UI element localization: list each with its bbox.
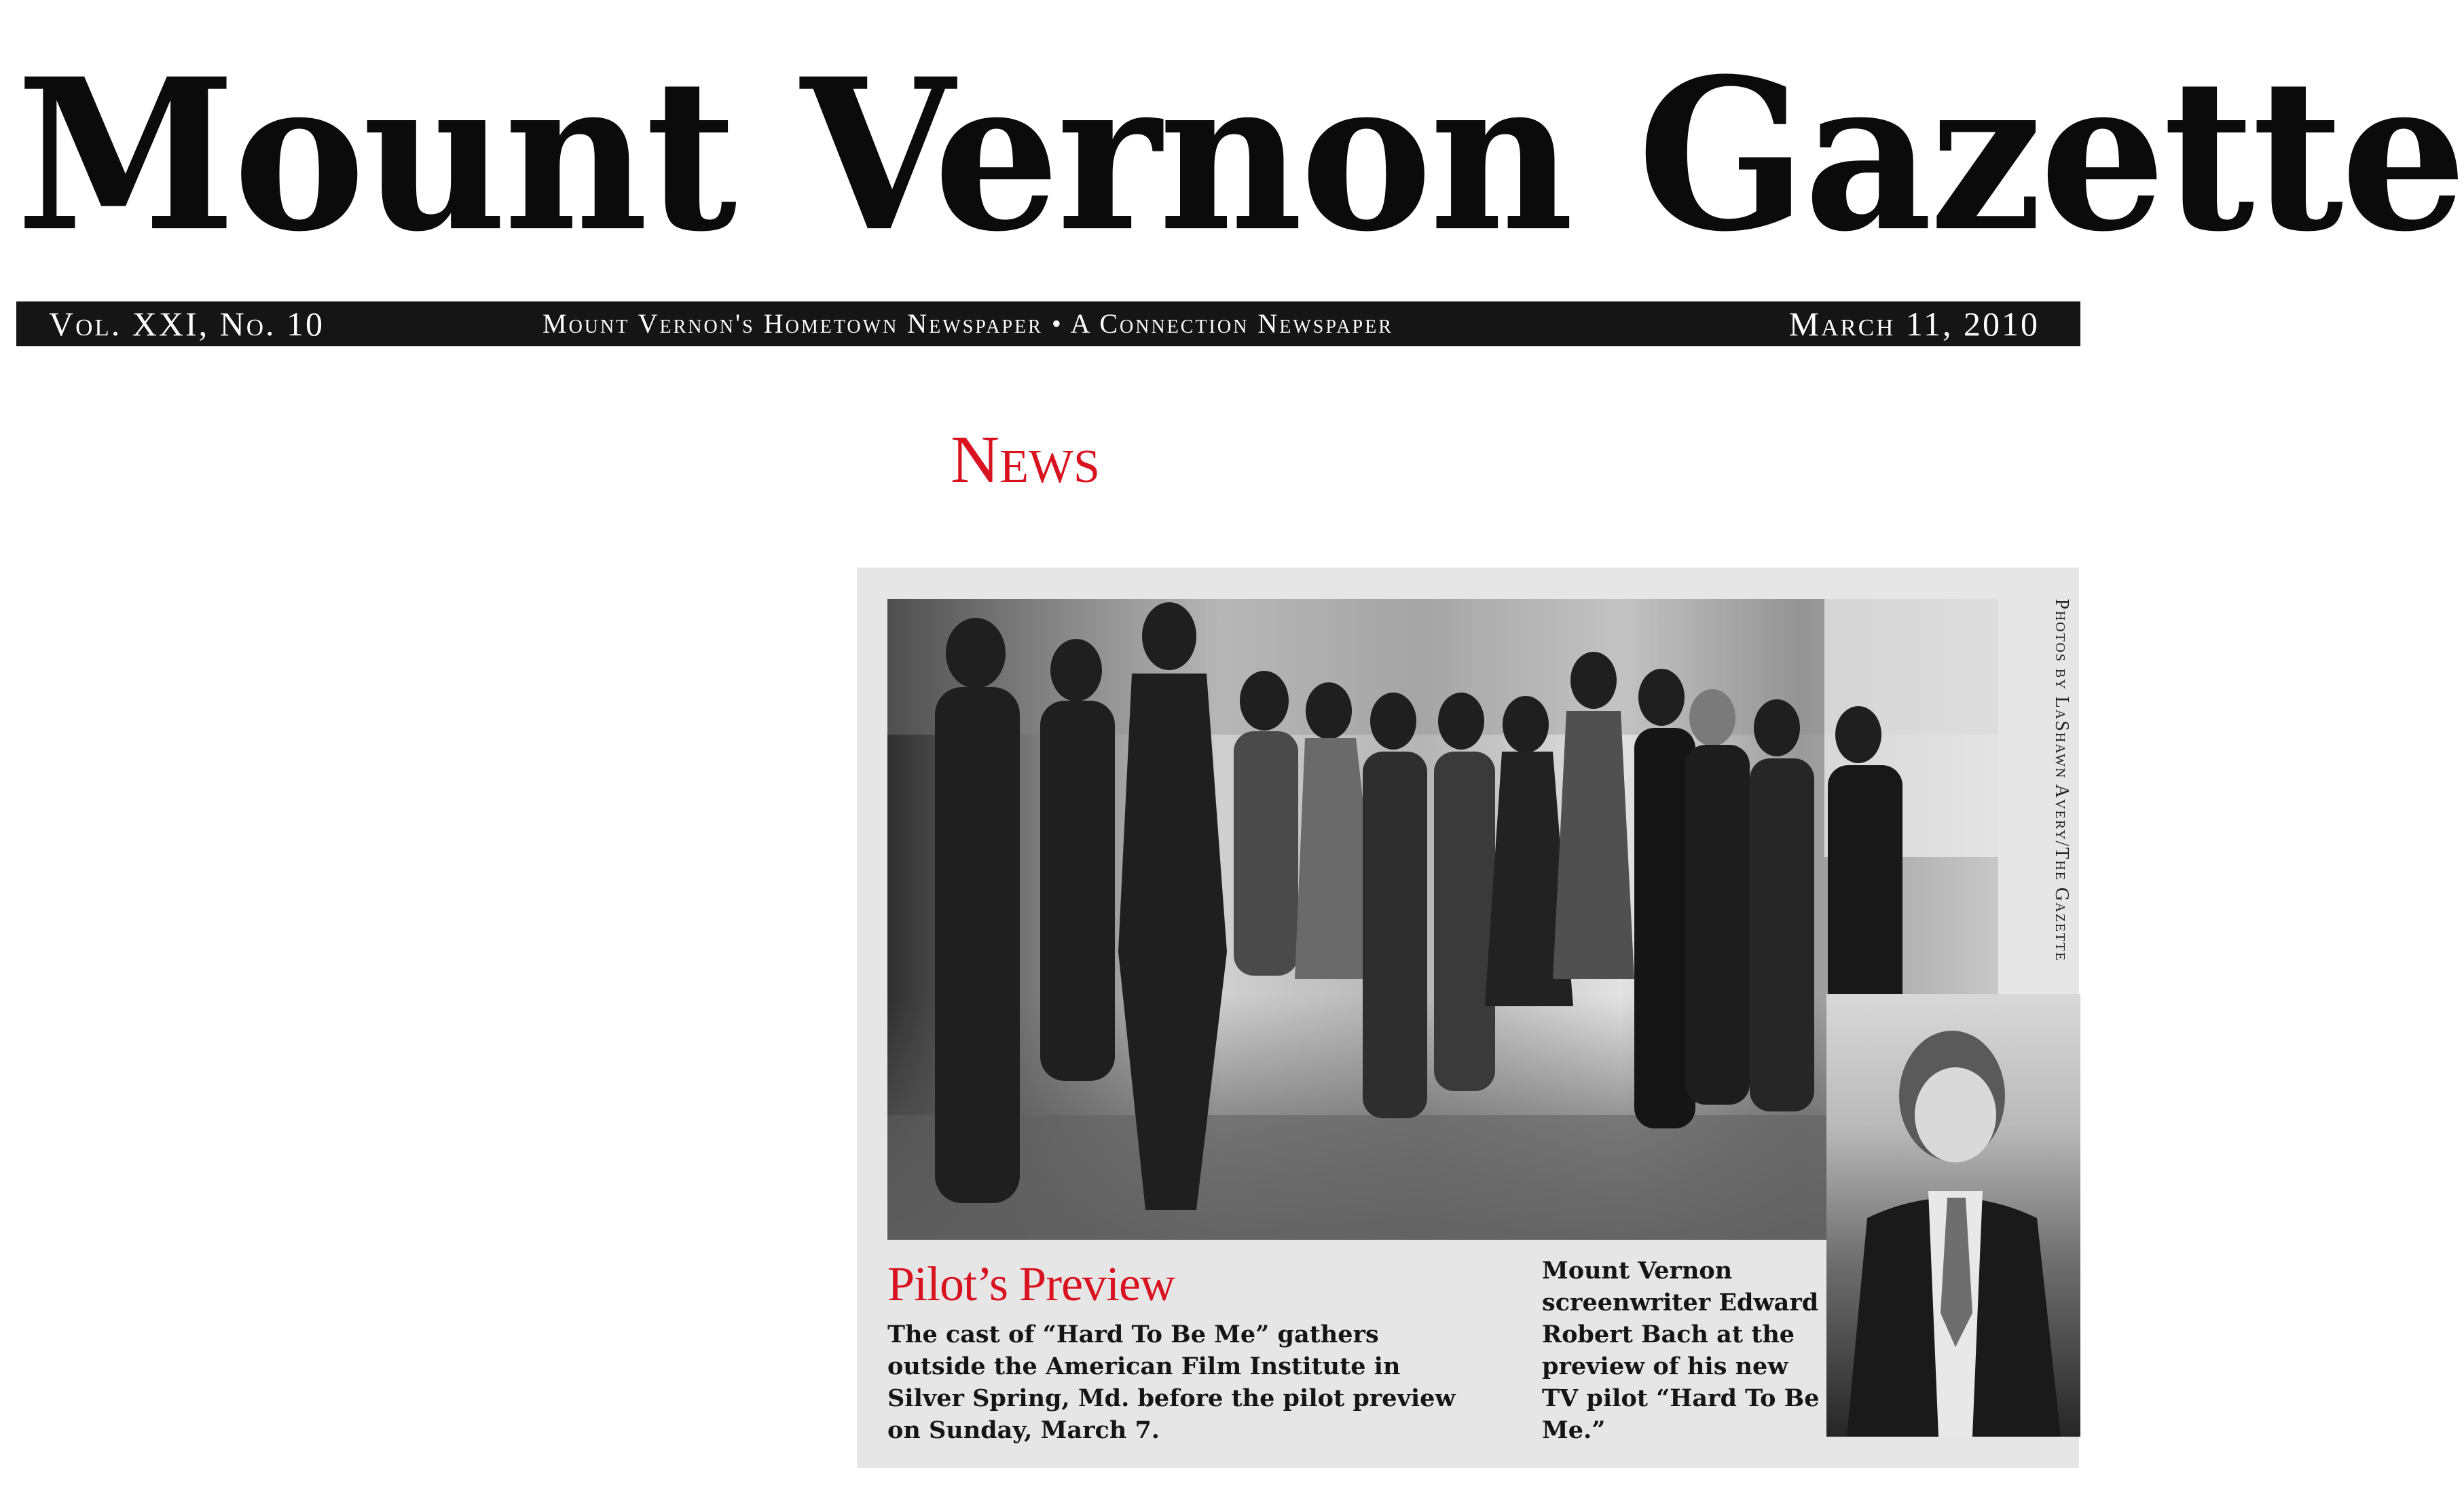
main-photo-caption: The cast of “Hard To Be Me” gathers outside the American Film Institute in Silver Spring, Md. before the pilot preview on Sunday, March 7. [887, 1321, 1456, 1444]
masthead-tagline: Mount Vernon's Hometown Newspaper • A Connection Newspaper [543, 308, 1393, 339]
volume-number: Vol. XXI, No. 10 [49, 305, 325, 343]
photo-credit: Photos by LaShawn Avery/The Gazette [2051, 599, 2072, 962]
masthead-info-bar [16, 301, 2080, 346]
portrait-face [1915, 1067, 1996, 1162]
masthead-title: Mount Vernon Gazette [16, 33, 2464, 278]
feature-headline: Pilot’s Preview [887, 1257, 1175, 1311]
issue-date: March 11, 2010 [1788, 305, 2040, 343]
screenwriter-portrait-drawing [1826, 994, 2080, 1437]
section-heading: News [951, 422, 1100, 497]
screenwriter-portrait-photo [1826, 994, 2080, 1437]
inset-photo-caption: Mount Vernon screenwriter Edward Robert Bach at the preview of his new TV pilot “Hard To Be Me.” [1542, 1257, 1820, 1444]
